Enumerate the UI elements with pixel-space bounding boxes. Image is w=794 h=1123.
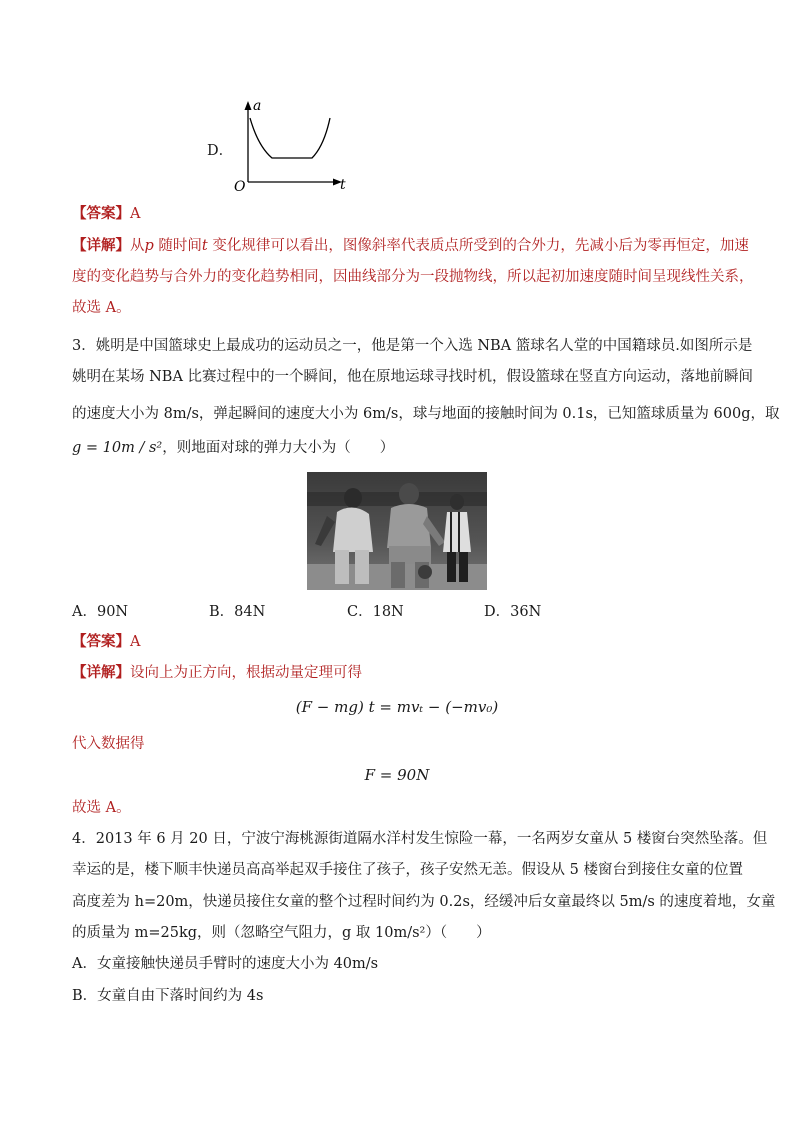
q3-equation-momentum: (F − mg) t = mvₜ − (−mv₀) <box>295 698 499 716</box>
q3-stem-line3: 的速度大小为 8m/s，弹起瞬间的速度大小为 6m/s，球与地面的接触时间为 0.1s，已知篮球质量为 600g，取 <box>72 406 780 422</box>
acceleration-curve <box>250 118 330 158</box>
q3-option-c: C．18N <box>347 604 404 620</box>
basketball-scene-image <box>307 472 487 590</box>
q4-option-a: A．女童接触快递员手臂时的速度大小为 40m/s <box>72 956 379 972</box>
q2-detail-line1: 【详解】从p 随时间t 变化规律可以看出，图像斜率代表质点所受到的合外力，先减小后为零再恒定，加速 <box>72 237 749 254</box>
q4-stem-line3: 高度差为 h=20m，快递员接住女童的整个过程时间约为 0.2s，经缓冲后女童最终以 5m/s 的速度着地，女童 <box>72 894 776 910</box>
q3-substitution-text: 代入数据得 <box>72 736 145 752</box>
q3-equation-result: F = 90N <box>364 766 430 784</box>
q3-stem-line2: 姚明在某场 NBA 比赛过程中的一个瞬间，他在原地运球寻找时机，假设篮球在竖直方向运动，落地前瞬间 <box>72 369 754 385</box>
option-d-label: D． <box>207 143 234 159</box>
q3-stem-line1: 3．姚明是中国篮球史上最成功的运动员之一，他是第一个入选 NBA 篮球名人堂的中国籍球员.如图所示是 <box>72 338 753 354</box>
q2-detail-line2: 度的变化趋势与合外力的变化趋势相同，因曲线部分为一段抛物线，所以起初加速度随时间呈现线性关系， <box>72 269 754 285</box>
option-d-graph <box>228 96 352 194</box>
q3-option-b: B．84N <box>209 604 266 620</box>
x-axis-label: t <box>340 177 346 193</box>
q3-conclusion: 故选 A。 <box>72 800 131 816</box>
q4-stem-line4: 的质量为 m=25kg，则（忽略空气阻力，g 取 10m/s²）（ ） <box>72 925 491 941</box>
q2-answer: 【答案】A <box>72 205 141 222</box>
q3-answer: 【答案】A <box>72 633 141 650</box>
q4-stem-line1: 4．2013 年 6 月 20 日，宁波宁海桃源街道隔水洋村发生惊险一幕，一名两岁女童从 5 楼窗台突然坠落。但 <box>72 831 768 847</box>
y-axis-label: a <box>253 98 262 114</box>
q4-option-b: B．女童自由下落时间约为 4s <box>72 988 264 1004</box>
q3-option-d: D．36N <box>484 604 542 620</box>
basketball-photo <box>307 472 487 590</box>
gravity-formula: g = 10m / s² <box>72 440 163 456</box>
q3-option-a: A．90N <box>72 604 129 620</box>
q3-stem-line4: g = 10m / s²，则地面对球的弹力大小为（ ） <box>72 440 395 456</box>
y-axis-arrow <box>245 101 252 110</box>
q3-detail: 【详解】设向上为正方向，根据动量定理可得 <box>72 664 362 681</box>
q4-stem-line2: 幸运的是，楼下顺丰快递员高高举起双手接住了孩子，孩子安然无恙。假设从 5 楼窗台到接住女童的位置 <box>72 862 743 878</box>
q2-detail-line3: 故选 A。 <box>72 300 131 316</box>
origin-label: O <box>234 179 246 194</box>
